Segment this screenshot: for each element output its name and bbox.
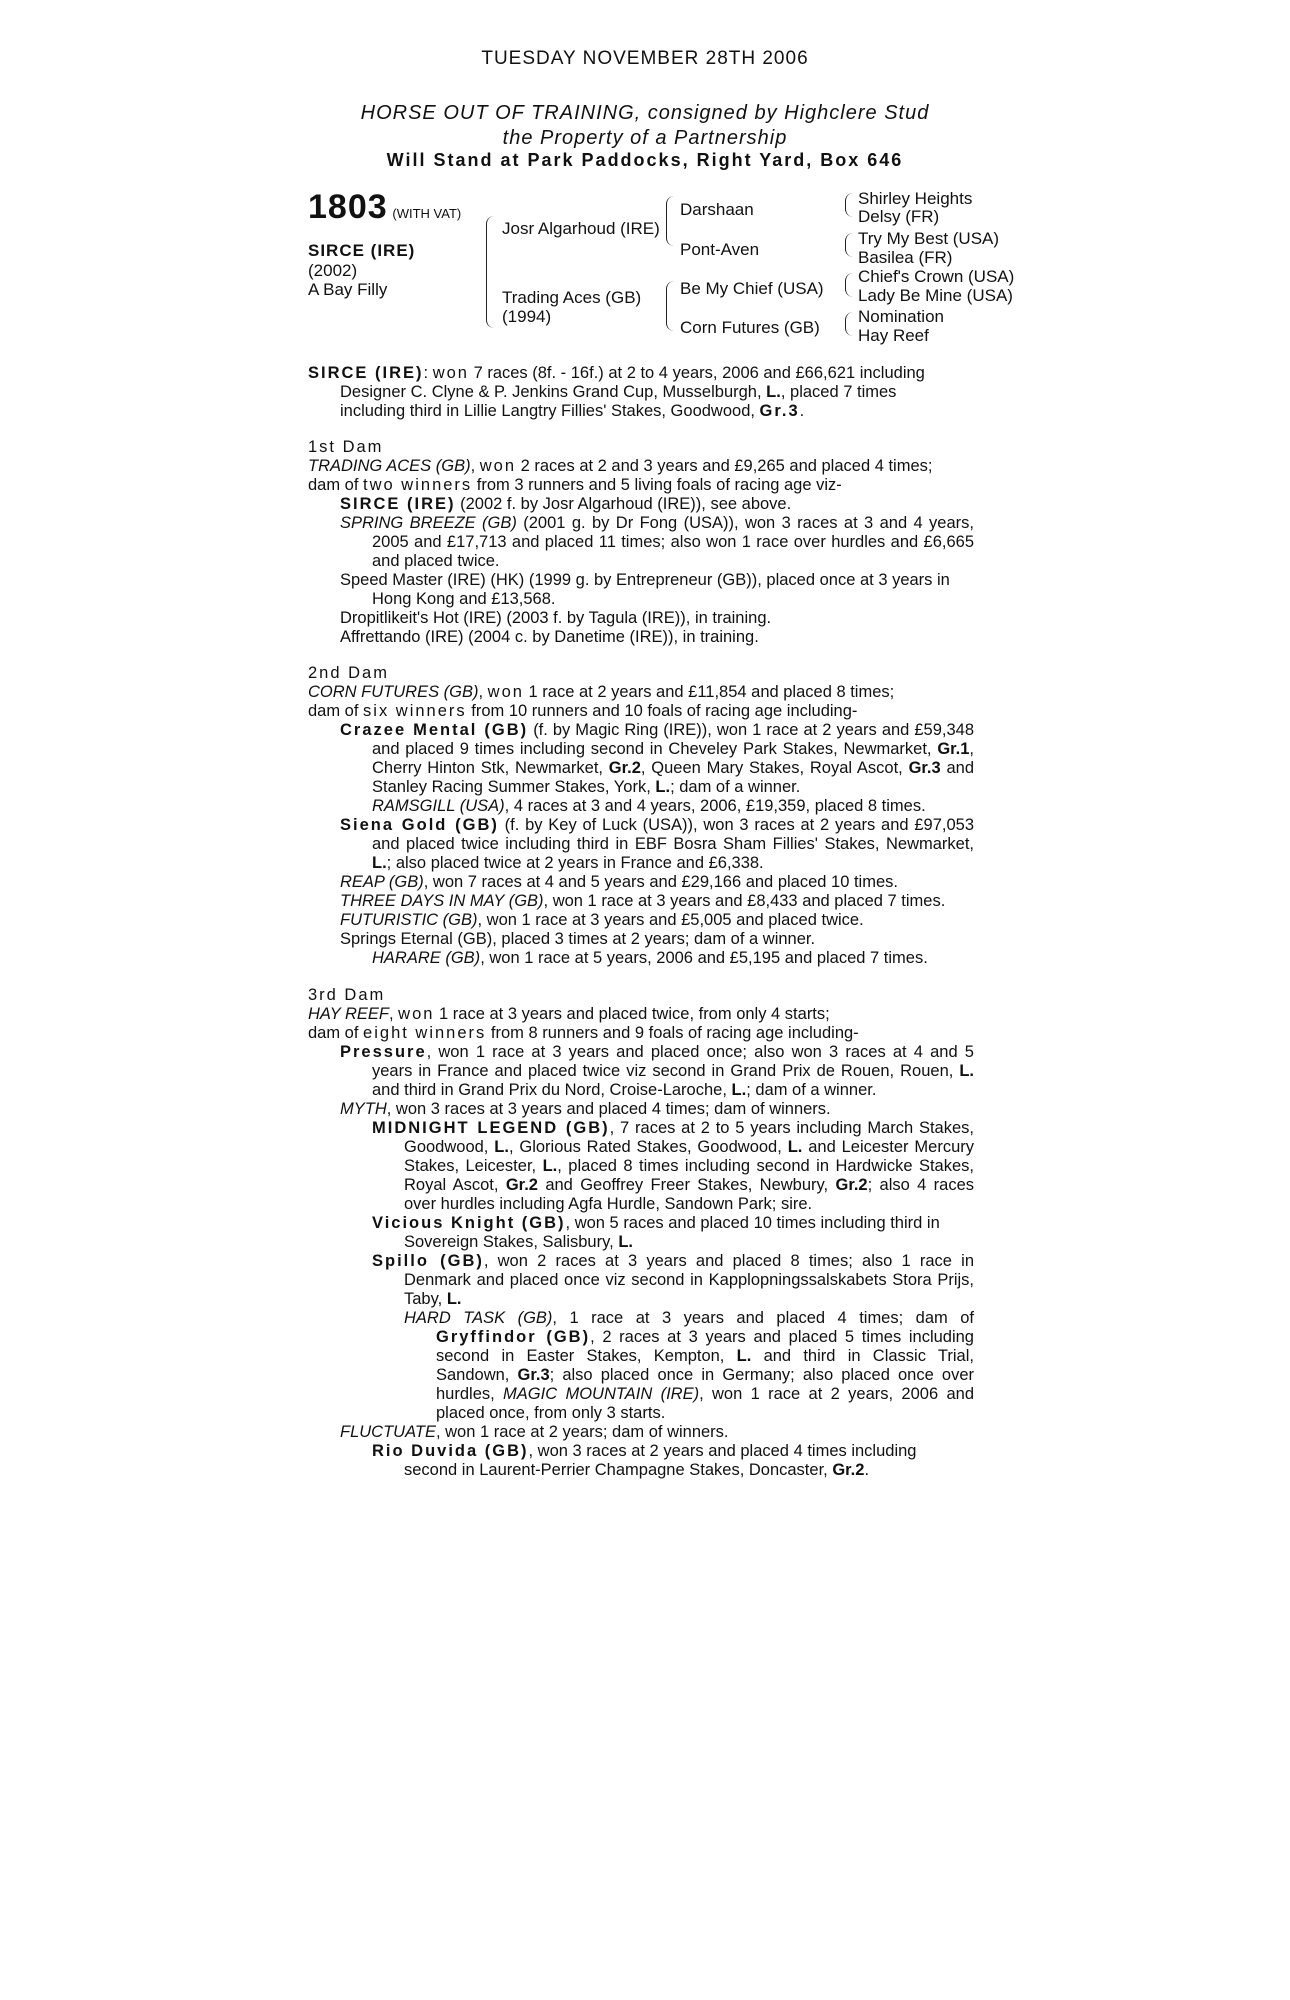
consignor-line: HORSE OUT OF TRAINING, consigned by Highclere Stud (360, 102, 930, 124)
third-dam-heading: 3rd Dam (308, 986, 386, 1004)
g3-2: Delsy (FR) (858, 207, 940, 226)
g3-brace-4 (845, 312, 853, 336)
dam-sire: Be My Chief (USA) (680, 279, 824, 298)
horse-year: (2002) (308, 261, 358, 280)
horse-name: SIRCE (IRE) (308, 241, 416, 260)
g3-4: Basilea (FR) (858, 248, 953, 267)
dam-year: (1994) (502, 307, 552, 326)
location-line: Will Stand at Park Paddocks, Right Yard, Box 646 (386, 150, 904, 170)
first-dam-heading: 1st Dam (308, 438, 384, 456)
lot-number: 1803 (308, 188, 388, 226)
lot-number-row (308, 188, 461, 227)
first-dam-section: 1st Dam TRADING ACES (GB), won 2 races at 2 and 3 years and £9,265 and placed 4 times; dam of two winners from 3 runners and 5 living foals of racing age viz- SIRCE (IRE) (2002 f. by Josr Algarhoud (IRE)), see above. SPRING BREEZE (GB) (2001 g. by Dr Fong (USA)), won 3 races at 3 and 4 years, 2005 and £17,713 and placed 11 times; also won 1 race over hurdles and £6,665 and placed twice. Speed Master (IRE) (HK) (1999 g. by Entrepreneur (GB)), placed once at 3 years in Hong Kong and £13,568. Dropitlikeit's Hot (IRE) (2003 f. by Tagula (IRE)), in training. Affrettando (IRE) (2004 c. by Danetime (IRE)), in training. (308, 438, 974, 646)
sire-brace (666, 196, 675, 246)
dam-dam: Corn Futures (GB) (680, 318, 820, 337)
g3-3: Try My Best (USA) (858, 229, 1000, 248)
g3-brace-3 (845, 273, 853, 297)
race-summary: SIRCE (IRE): won 7 races (8f. - 16f.) at 2 to 4 years, 2006 and £66,621 including Designer C. Clyne & P. Jenkins Grand Cup, Musselburgh, L., placed 7 times including third in Lillie Langtry Fillies' Stakes, Goodwood, Gr.3. (308, 364, 925, 420)
vat-note: (WITH VAT) (392, 206, 462, 221)
property-line: the Property of a Partnership (502, 127, 788, 149)
g3-brace-1 (845, 193, 853, 217)
g3-8: Hay Reef (858, 326, 929, 345)
third-dam-section: 3rd Dam HAY REEF, won 1 race at 3 years and placed twice, from only 4 starts; dam of eight winners from 8 runners and 9 foals of racing age including- Pressure, won 1 race at 3 years and placed once; also won 3 races at 4 and 5 years in France and placed twice viz second in Grand Prix de Rouen, Rouen, L. and third in Grand Prix du Nord, Croise-Laroche, L.; dam of a winner. MYTH, won 3 races at 3 years and placed 4 times; dam of winners. MIDNIGHT LEGEND (GB), 7 races at 2 to 5 years including March Stakes, Goodwood, L., Glorious Rated Stakes, Goodwood, L. and Leicester Mercury Stakes, Leicester, L., placed 8 times including second in Hardwicke Stakes, Royal Ascot, Gr.2 and Geoffrey Freer Stakes, Newbury, Gr.2; also 4 races over hurdles including Agfa Hurdle, Sandown Park; sire. Vicious Knight (GB), won 5 races and placed 10 times including third in Sovereign Stakes, Salisbury, L. Spillo (GB), won 2 races at 3 years and placed 8 times; also 1 race in Denmark and placed once viz second in Kapplopningssalskabets Stora Prijs, Taby, L. HARD TASK (GB), 1 race at 3 years and placed 4 times; dam of Gryffindor (GB), 2 races at 3 years and placed 5 times including second in Easter Stakes, Kempton, L. and third in Classic Trial, Sandown, Gr.3; also placed once in Germany; also placed once over hurdles, MAGIC MOUNTAIN (IRE), won 1 race at 2 years, 2006 and placed once, from only 3 starts. FLUCTUATE, won 1 race at 2 years; dam of winners. Rio Duvida (GB), won 3 races at 2 years and placed 4 times including second in Laurent-Perrier Champagne Stakes, Doncaster, Gr.2. (308, 986, 975, 1479)
dam-name: Trading Aces (GB) (502, 288, 642, 307)
sire-dam: Pont-Aven (680, 240, 760, 259)
g3-5: Chief's Crown (USA) (858, 267, 1015, 286)
sale-date: TUESDAY NOVEMBER 28TH 2006 (481, 48, 809, 69)
g3-6: Lady Be Mine (USA) (858, 286, 1013, 305)
pedigree-brace-main (486, 216, 495, 328)
g3-brace-2 (845, 233, 853, 257)
second-dam-heading: 2nd Dam (308, 664, 389, 682)
dam-brace (666, 281, 675, 331)
second-dam-section: 2nd Dam CORN FUTURES (GB), won 1 race at 2 years and £11,854 and placed 8 times; dam of six winners from 10 runners and 10 foals of racing age including- Crazee Mental (GB) (f. by Magic Ring (IRE)), won 1 race at 2 years and £59,348 and placed 9 times including second in Cheveley Park Stakes, Newmarket, Gr.1, Cherry Hinton Stk, Newmarket, Gr.2, Queen Mary Stakes, Royal Ascot, Gr.3 and Stanley Racing Summer Stakes, York, L.; dam of a winner. RAMSGILL (USA), 4 races at 3 and 4 years, 2006, £19,359, placed 8 times. Siena Gold (GB) (f. by Key of Luck (USA)), won 3 races at 2 years and £97,053 and placed twice including third in EBF Bosra Sham Fillies' Stakes, Newmarket, L.; also placed twice at 2 years in France and £6,338. REAP (GB), won 7 races at 4 and 5 years and £29,166 and placed 10 times. THREE DAYS IN MAY (GB), won 1 race at 3 years and £8,433 and placed 7 times. FUTURISTIC (GB), won 1 race at 3 years and £5,005 and placed twice. Springs Eternal (GB), placed 3 times at 2 years; dam of a winner. HARARE (GB), won 1 race at 5 years, 2006 and £5,195 and placed 7 times. (308, 664, 975, 967)
sire-sire: Darshaan (680, 200, 754, 219)
sire-name: Josr Algarhoud (IRE) (502, 219, 660, 238)
horse-description: A Bay Filly (308, 280, 388, 299)
g3-1: Shirley Heights (858, 189, 973, 208)
pedigree-block (308, 188, 1028, 358)
g3-7: Nomination (858, 307, 944, 326)
